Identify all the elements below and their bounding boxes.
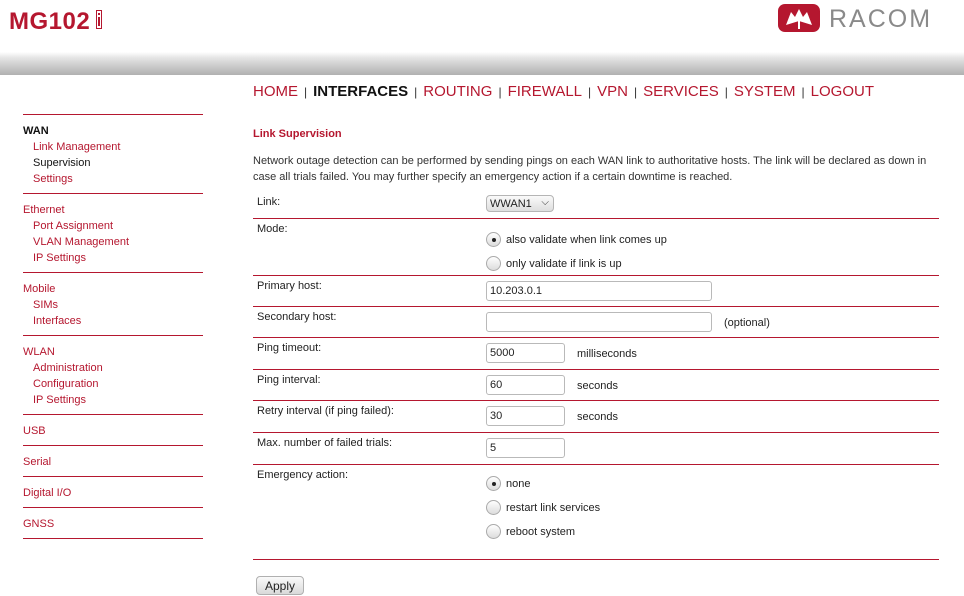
sidebar-item-supervision[interactable]: Supervision [33, 157, 91, 169]
sidebar-group-mobile [23, 272, 203, 335]
nav-separator: | [498, 85, 502, 99]
nav-firewall[interactable]: FIREWALL [507, 83, 583, 100]
ping-interval-label: Ping interval: [257, 374, 321, 386]
nav-separator: | [634, 85, 638, 99]
sidebar-head-mobile[interactable]: Mobile [23, 283, 56, 295]
sidebar-group-wlan [23, 335, 203, 414]
emergency-option-none[interactable] [486, 476, 530, 494]
nav-separator: | [724, 85, 728, 99]
sidebar-item-configuration[interactable]: Configuration [33, 378, 99, 390]
nav-routing[interactable]: ROUTING [423, 83, 493, 100]
sidebar [23, 114, 203, 539]
nav-logout[interactable]: LOGOUT [810, 83, 874, 100]
nav-system[interactable]: SYSTEM [733, 83, 796, 100]
sidebar-group-ethernet [23, 193, 203, 272]
radio-unselected[interactable] [486, 256, 501, 271]
sidebar-item-port-assignment[interactable]: Port Assignment [33, 220, 114, 232]
ping-interval-input[interactable] [486, 375, 565, 395]
link-select-value: WWAN1 [490, 198, 532, 210]
sidebar-group-gnss [23, 507, 203, 539]
nav-separator: | [414, 85, 418, 99]
nav-services[interactable]: SERVICES [643, 83, 719, 100]
sidebar-group-digital-io [23, 476, 203, 507]
main-navigation [253, 83, 874, 100]
secondary-host-label: Secondary host: [257, 311, 337, 323]
row-secondary-host [253, 307, 939, 338]
ping-timeout-unit: milliseconds [577, 348, 637, 360]
secondary-host-input[interactable] [486, 312, 712, 332]
sidebar-group-wan [23, 114, 203, 193]
sidebar-item-administration[interactable]: Administration [33, 362, 103, 374]
radio-unselected[interactable] [486, 500, 501, 515]
page-header [0, 0, 964, 75]
row-mode [253, 219, 939, 276]
radio-unselected[interactable] [486, 524, 501, 539]
nav-vpn[interactable]: VPN [597, 83, 628, 100]
apply-button[interactable]: Apply [256, 576, 304, 595]
row-link [253, 192, 939, 219]
sidebar-item-wlan-ip-settings[interactable]: IP Settings [33, 394, 86, 406]
sidebar-head-wlan[interactable]: WLAN [23, 346, 55, 358]
sidebar-item-link-management[interactable]: Link Management [33, 141, 121, 153]
ping-interval-unit: seconds [577, 380, 618, 392]
ping-timeout-label: Ping timeout: [257, 342, 322, 354]
row-primary-host [253, 276, 939, 307]
row-retry-interval [253, 401, 939, 433]
sidebar-head-usb[interactable]: USB [23, 425, 46, 437]
sidebar-group-usb [23, 414, 203, 445]
sidebar-item-wan-settings[interactable]: Settings [33, 173, 73, 185]
sidebar-head-gnss[interactable]: GNSS [23, 518, 55, 530]
retry-interval-label: Retry interval (if ping failed): [257, 405, 394, 417]
main-content [253, 128, 939, 560]
radio-selected[interactable] [486, 232, 501, 247]
mode-option-label: only validate if link is up [506, 257, 622, 270]
sidebar-item-ethernet-ip-settings[interactable]: IP Settings [33, 252, 86, 264]
optional-note: (optional) [724, 317, 770, 329]
mode-label: Mode: [257, 223, 288, 235]
emergency-option-label: restart link services [506, 501, 601, 514]
brand-text: RACOM [829, 5, 933, 33]
emergency-option-label: none [506, 477, 531, 490]
sidebar-item-vlan-management[interactable]: VLAN Management [33, 236, 129, 248]
max-failed-input[interactable] [486, 438, 565, 458]
sidebar-item-sims[interactable]: SIMs [33, 299, 59, 311]
nav-interfaces[interactable]: INTERFACES [313, 83, 409, 100]
mode-option-label: also validate when link comes up [506, 233, 667, 246]
page-title: Link Supervision [253, 128, 342, 140]
primary-host-label: Primary host: [257, 280, 322, 292]
sidebar-head-serial[interactable]: Serial [23, 456, 52, 468]
row-max-failed [253, 433, 939, 465]
link-label: Link: [257, 196, 281, 208]
sidebar-head-ethernet[interactable]: Ethernet [23, 204, 65, 216]
sidebar-item-interfaces[interactable]: Interfaces [33, 315, 82, 327]
max-failed-label: Max. number of failed trials: [257, 437, 393, 449]
product-logo: MG102 [9, 8, 91, 35]
page-description: Network outage detection can be performed by sending pings on each WAN link to authoritative hosts. The link will be declared as down in case all trials failed. You may further specify an emergency action if a certain downtime is reached. [253, 155, 927, 183]
row-ping-interval [253, 370, 939, 401]
sidebar-group-serial [23, 445, 203, 476]
sidebar-head-digital-io[interactable]: Digital I/O [23, 487, 72, 499]
racom-leaf-icon [777, 3, 821, 33]
emergency-option-label: reboot system [506, 525, 576, 538]
row-emergency-action [253, 465, 939, 560]
nav-separator: | [304, 85, 308, 99]
emergency-label: Emergency action: [257, 469, 349, 481]
mode-option-only-validate[interactable] [486, 256, 622, 274]
chevron-down-icon: ⌵ [541, 197, 549, 208]
ping-timeout-input[interactable] [486, 343, 565, 363]
nav-separator: | [588, 85, 592, 99]
emergency-option-reboot[interactable] [486, 524, 575, 542]
nav-separator: | [801, 85, 805, 99]
radio-selected[interactable] [486, 476, 501, 491]
retry-interval-input[interactable] [486, 406, 565, 426]
row-ping-timeout [253, 338, 939, 370]
primary-host-input[interactable] [486, 281, 712, 301]
retry-interval-unit: seconds [577, 411, 618, 423]
sidebar-head-wan[interactable]: WAN [23, 125, 49, 137]
info-icon [96, 10, 102, 29]
nav-home[interactable]: HOME [253, 83, 298, 100]
link-select[interactable] [486, 195, 554, 212]
mode-option-also-validate[interactable] [486, 232, 667, 250]
emergency-option-restart[interactable] [486, 500, 600, 518]
